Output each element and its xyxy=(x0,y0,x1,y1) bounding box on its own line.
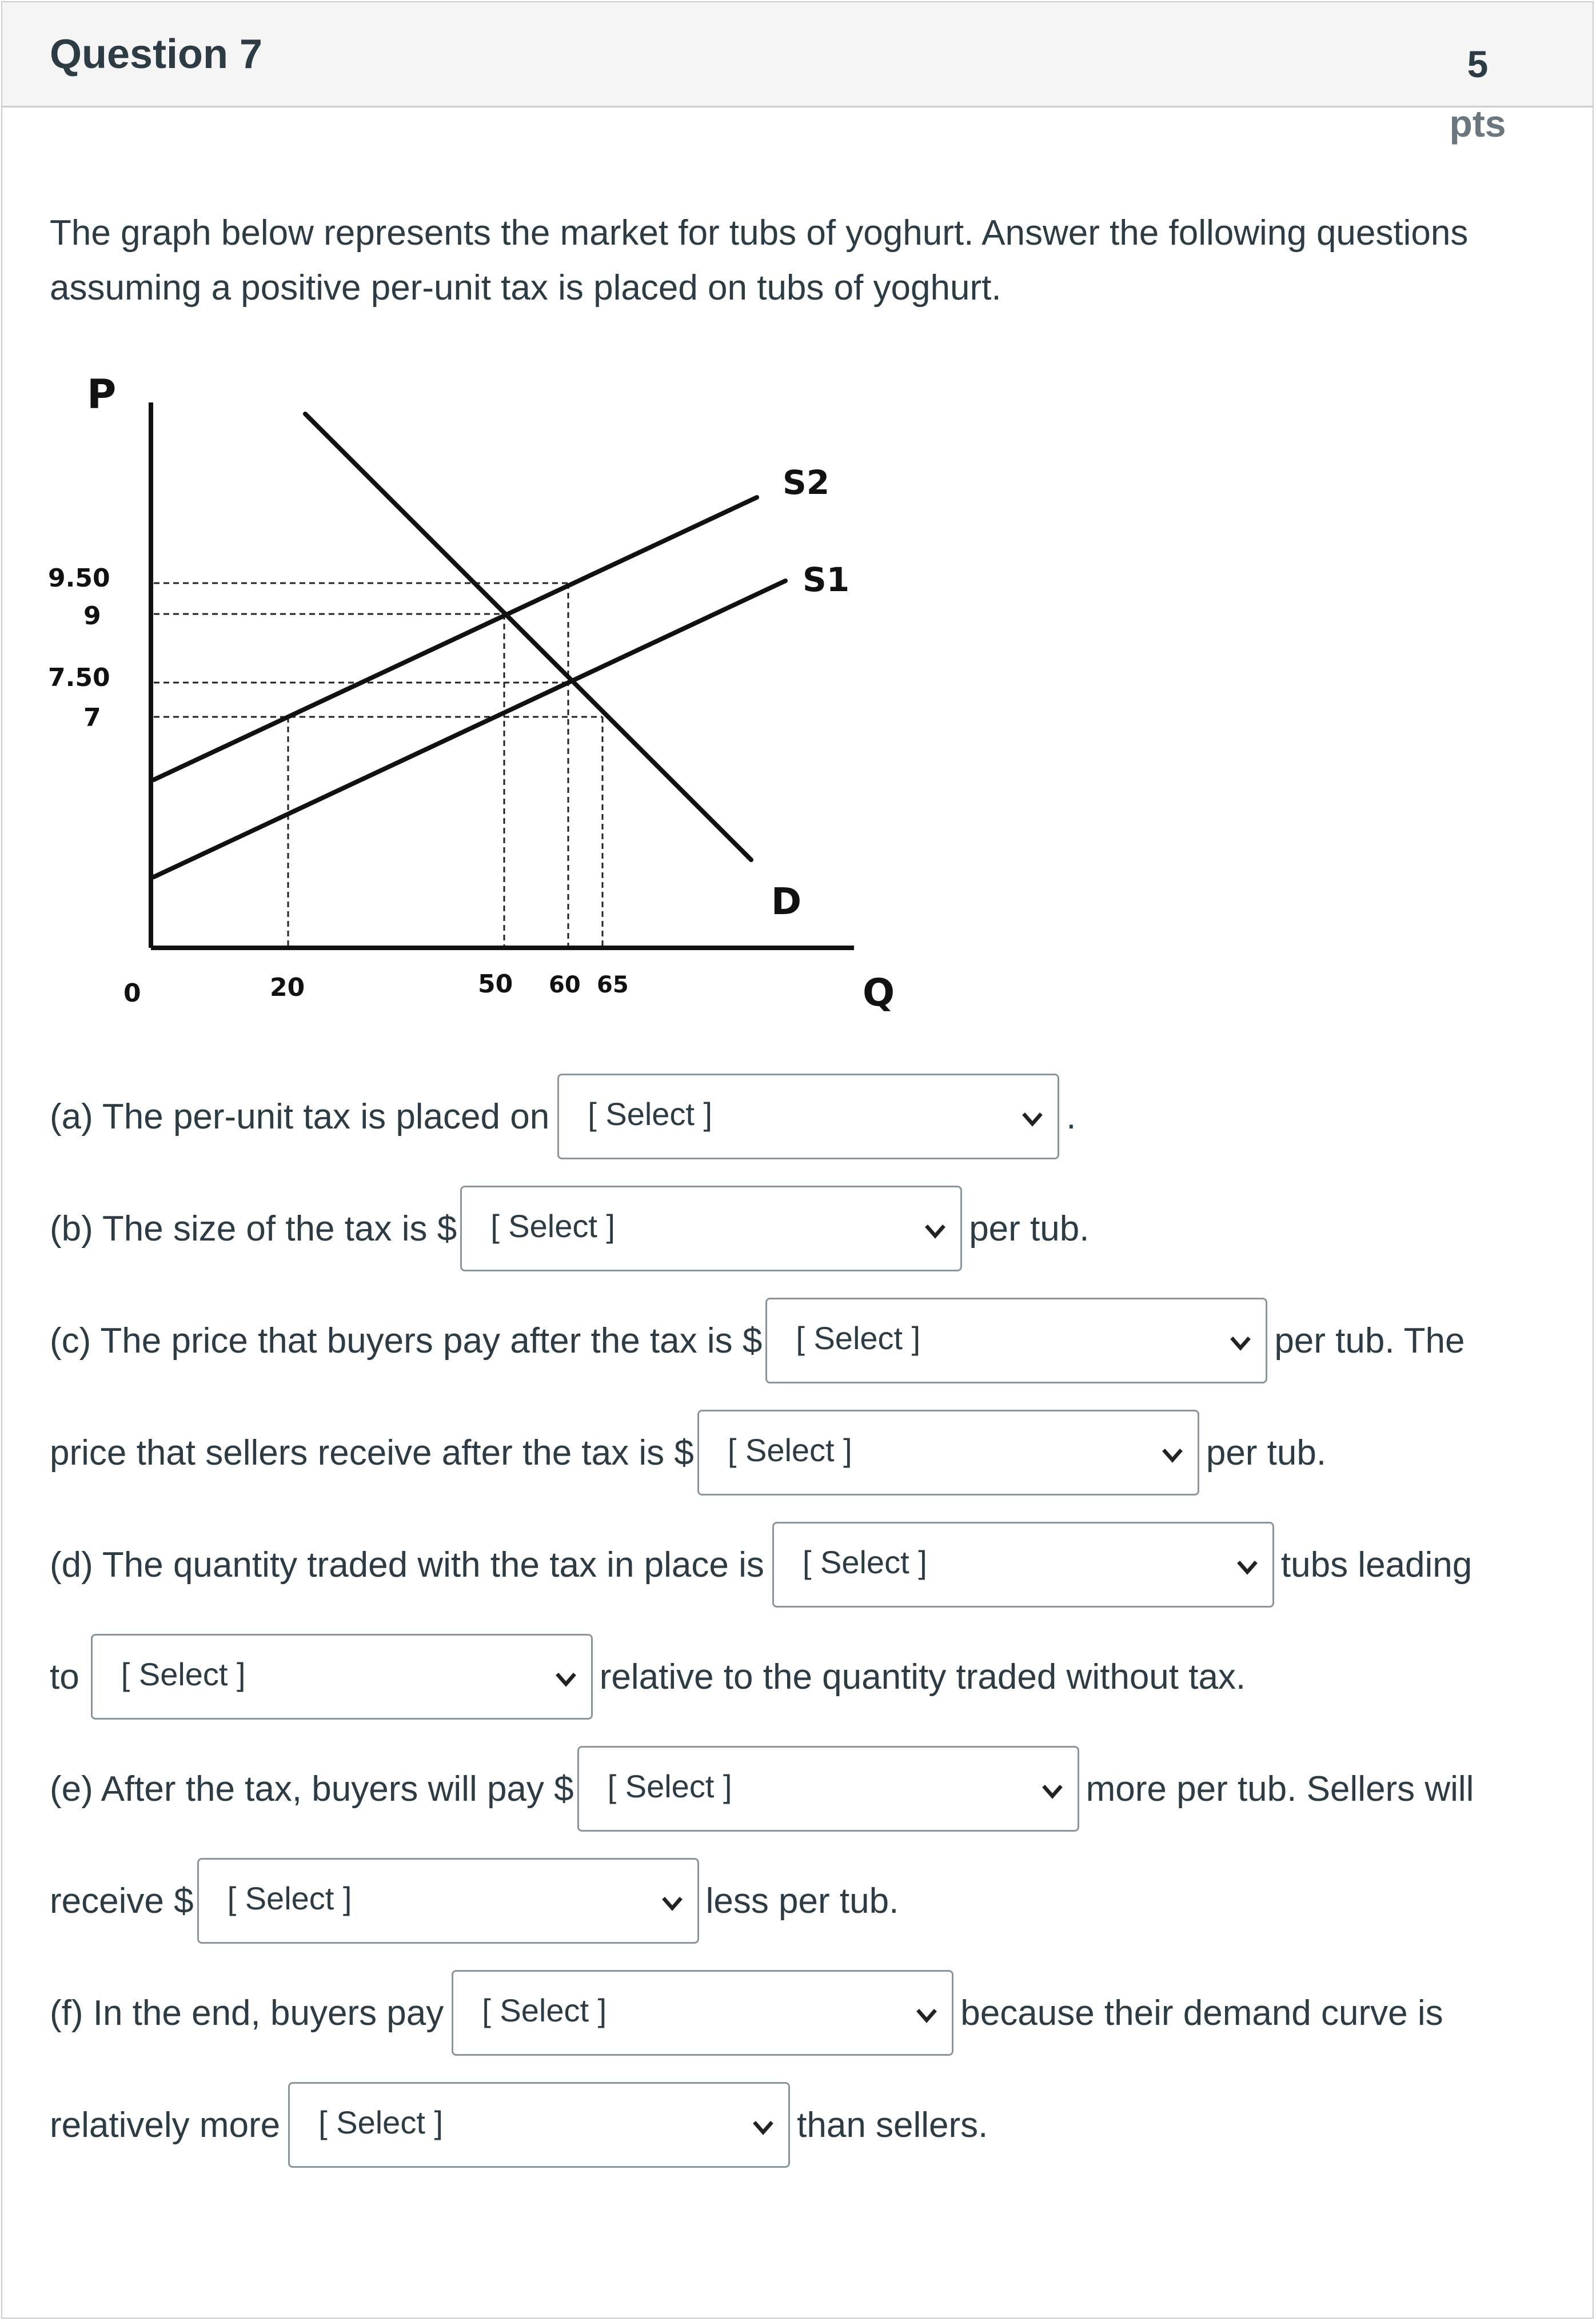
label-s1: S1 xyxy=(803,560,850,599)
part-b-row xyxy=(50,1185,1089,1272)
select-placeholder: [ Select ] xyxy=(490,1208,616,1244)
part-f-row-1 xyxy=(50,1969,1443,2056)
question-header xyxy=(2,2,1593,145)
part-d-end-2: relative to the quantity traded without tax. xyxy=(599,1657,1246,1697)
select-placeholder: [ Select ] xyxy=(121,1656,246,1692)
chevron-down-icon xyxy=(1228,1330,1253,1355)
part-e-end-2: less per tub. xyxy=(705,1881,899,1921)
part-f-who-pays-select[interactable] xyxy=(452,1970,953,2056)
part-a-end: . xyxy=(1066,1096,1076,1136)
part-c-row-1 xyxy=(50,1297,1465,1384)
label-d: D xyxy=(771,881,802,923)
origin-label: 0 xyxy=(123,979,141,1008)
chevron-down-icon xyxy=(923,1218,948,1243)
demand-curve xyxy=(305,414,751,860)
supply-curve-1 xyxy=(154,581,785,877)
part-e-seller-less-select[interactable] xyxy=(197,1858,699,1944)
chevron-down-icon xyxy=(1160,1442,1185,1467)
select-placeholder: [ Select ] xyxy=(588,1096,713,1132)
x-axis-label: Q xyxy=(863,971,895,1015)
part-f-text-2: relatively more xyxy=(50,2105,281,2145)
part-f-row-2 xyxy=(50,2081,988,2168)
label-s2: S2 xyxy=(783,463,830,502)
part-b-select[interactable] xyxy=(460,1186,962,1271)
chevron-down-icon xyxy=(751,2115,776,2140)
part-a-select[interactable] xyxy=(557,1074,1059,1159)
select-placeholder: [ Select ] xyxy=(802,1544,927,1580)
part-f-end: because their demand curve is xyxy=(960,1993,1443,2033)
question-card xyxy=(1,1,1594,2319)
question-prompt: The graph below represents the market for tubs of yoghurt. Answer the following questions assuming a positive per-unit tax is placed on tubs of yoghurt. xyxy=(50,213,1469,308)
select-placeholder: [ Select ] xyxy=(607,1768,732,1804)
part-a-text: (a) The per-unit tax is placed on xyxy=(50,1096,550,1136)
part-c-text: (c) The price that buyers pay after the tax is $ xyxy=(50,1321,763,1361)
market-graph xyxy=(37,351,951,1037)
select-placeholder: [ Select ] xyxy=(482,1992,607,2028)
part-d-change-select[interactable] xyxy=(91,1634,593,1720)
x-tick-60: 60 xyxy=(549,972,581,998)
part-c-row-2 xyxy=(50,1409,1326,1496)
x-tick-20: 20 xyxy=(270,973,305,1002)
part-c-end: per tub. The xyxy=(1274,1321,1465,1361)
part-e-end: more per tub. Sellers will xyxy=(1086,1769,1474,1809)
part-c-buyer-price-select[interactable] xyxy=(765,1298,1267,1383)
chevron-down-icon xyxy=(660,1891,685,1916)
y-tick-7: 7 xyxy=(83,703,101,732)
chevron-down-icon xyxy=(1040,1778,1065,1804)
select-placeholder: [ Select ] xyxy=(796,1320,921,1356)
question-points xyxy=(1446,34,1509,153)
part-e-text-2: receive $ xyxy=(50,1881,194,1921)
y-tick-750: 7.50 xyxy=(48,663,110,692)
part-e-text: (e) After the tax, buyers will pay $ xyxy=(50,1769,574,1809)
part-c-seller-price-select[interactable] xyxy=(697,1410,1199,1496)
part-d-row-2 xyxy=(50,1633,1246,1720)
question-title: Question 7 xyxy=(50,31,263,77)
part-e-row-2 xyxy=(50,1857,899,1944)
part-f-end-2: than sellers. xyxy=(797,2105,988,2145)
y-tick-9: 9 xyxy=(83,601,101,631)
part-f-elasticity-select[interactable] xyxy=(288,2082,790,2168)
part-e-buyer-more-select[interactable] xyxy=(577,1746,1079,1832)
y-axis-label: P xyxy=(87,371,117,418)
part-f-text: (f) In the end, buyers pay xyxy=(50,1993,444,2033)
chevron-down-icon xyxy=(1020,1106,1045,1131)
part-a-row xyxy=(50,1073,1076,1160)
part-c-end-2: per tub. xyxy=(1206,1433,1327,1473)
select-placeholder: [ Select ] xyxy=(227,1880,352,1916)
chevron-down-icon xyxy=(553,1666,578,1692)
chevron-down-icon xyxy=(1235,1554,1260,1580)
x-tick-50: 50 xyxy=(478,970,513,999)
select-placeholder: [ Select ] xyxy=(727,1432,852,1468)
part-b-end: per tub. xyxy=(969,1209,1090,1249)
part-e-row-1 xyxy=(50,1745,1474,1832)
part-d-text-2: to xyxy=(50,1657,79,1697)
part-b-text: (b) The size of the tax is $ xyxy=(50,1209,457,1249)
part-d-row-1 xyxy=(50,1521,1472,1608)
points-value: 5 xyxy=(1467,43,1489,85)
select-placeholder: [ Select ] xyxy=(318,2104,443,2140)
part-d-quantity-select[interactable] xyxy=(772,1522,1274,1608)
part-c-text-2: price that sellers receive after the tax is $ xyxy=(50,1433,694,1473)
y-tick-950: 9.50 xyxy=(48,564,110,593)
chevron-down-icon xyxy=(914,2003,939,2028)
part-d-text: (d) The quantity traded with the tax in place is xyxy=(50,1545,764,1585)
part-d-end: tubs leading xyxy=(1280,1545,1473,1585)
x-tick-65: 65 xyxy=(597,972,629,998)
points-label: pts xyxy=(1449,102,1506,145)
